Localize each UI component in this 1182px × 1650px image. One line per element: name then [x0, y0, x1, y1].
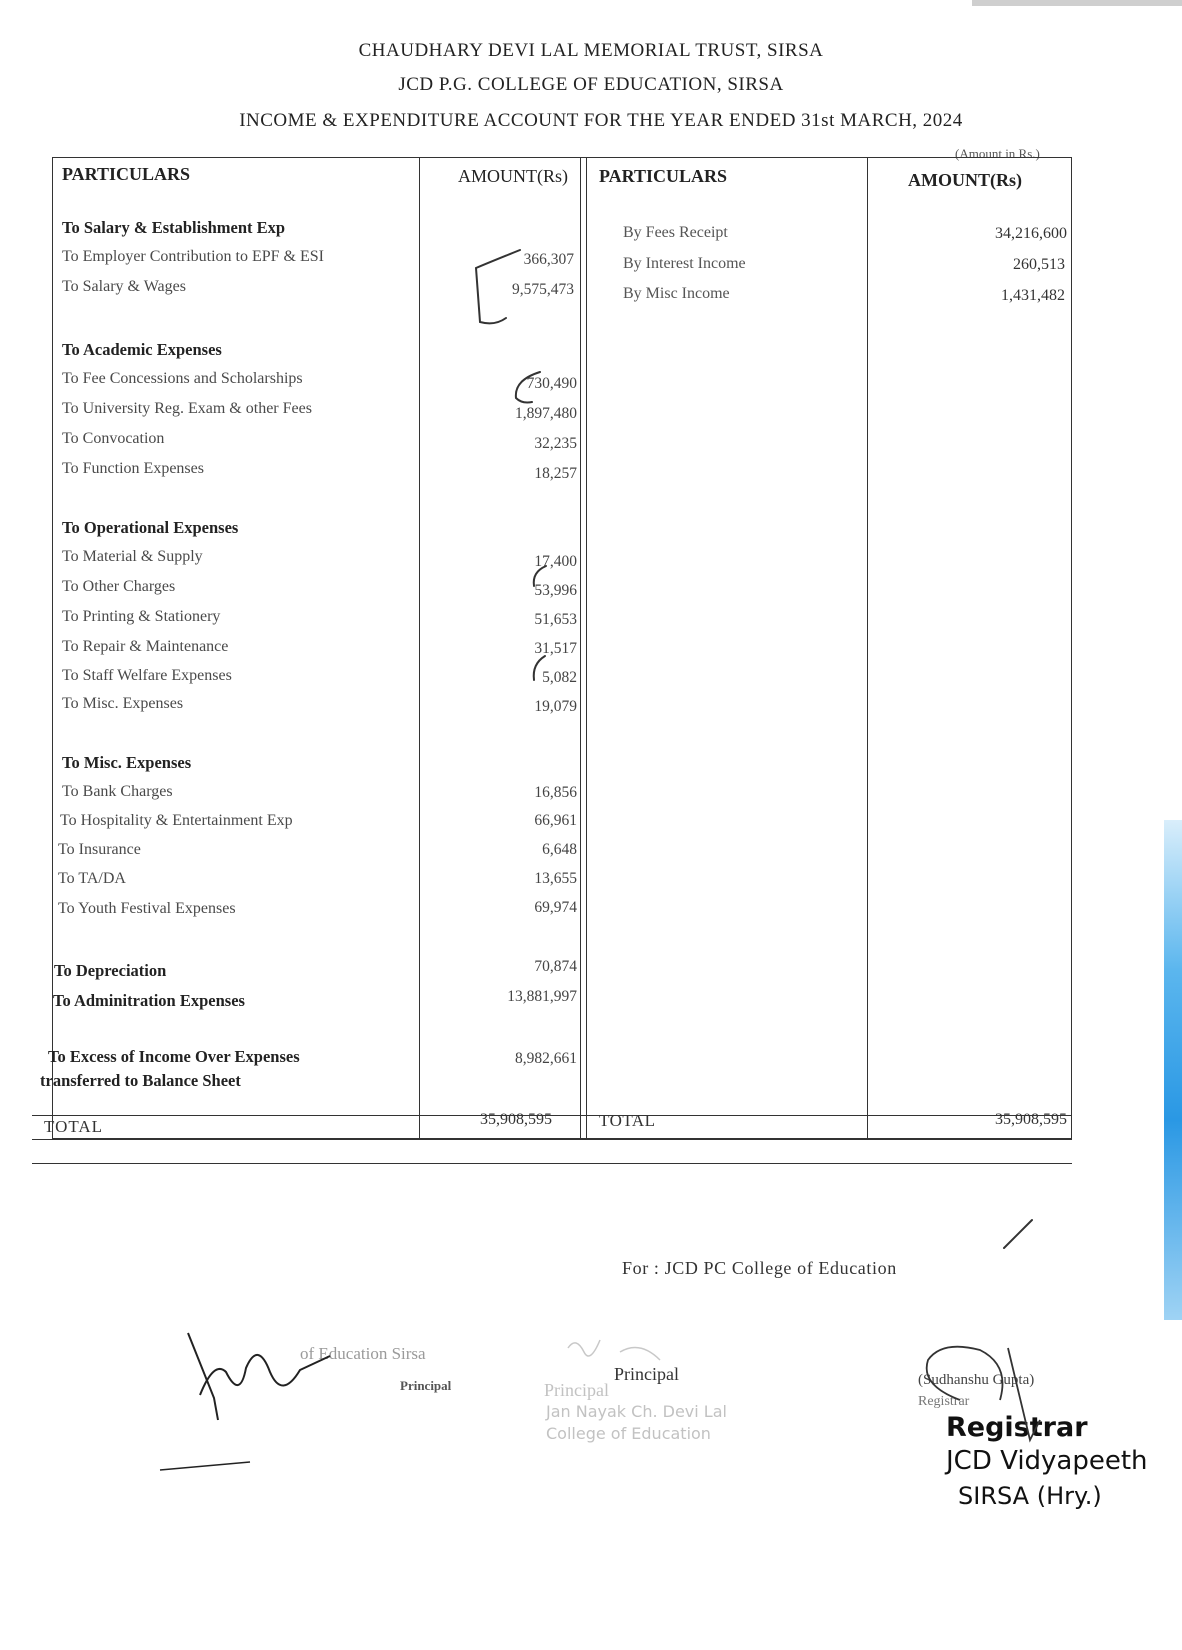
row-label-salary: To Salary & Wages [62, 278, 186, 295]
total-label-left: TOTAL [44, 1117, 104, 1136]
row-amount-other: 53,996 [534, 582, 577, 599]
row-label-university-fees: To University Reg. Exam & other Fees [62, 400, 312, 417]
column-divider [586, 157, 587, 1139]
trust-name: CHAUDHARY DEVI LAL MEMORIAL TRUST, SIRSA [358, 40, 824, 61]
row-label-youth: To Youth Festival Expenses [58, 900, 236, 917]
row-amount-university-fees: 1,897,480 [515, 405, 577, 422]
row-label-epf: To Employer Contribution to EPF & ESI [62, 248, 324, 265]
stroke-mark [1004, 1220, 1032, 1248]
amount-unit-note: (Amount in Rs.) [955, 146, 1040, 161]
row-label-other: To Other Charges [62, 578, 176, 595]
row-amount-depreciation: 70,874 [534, 958, 577, 975]
row-amount-administration: 13,881,997 [507, 988, 577, 1005]
principal-stamp-line3: College of Education [546, 1424, 711, 1443]
row-amount-material: 17,400 [534, 553, 577, 570]
total-divider [32, 1139, 1072, 1140]
column-divider [419, 157, 420, 1139]
row-label-printing: To Printing & Stationery [62, 608, 221, 625]
row-label-material: To Material & Supply [62, 548, 203, 565]
group-salary: To Salary & Establishment Exp [62, 218, 286, 237]
row-amount-epf: 366,307 [523, 251, 574, 268]
group-operational: To Operational Expenses [62, 518, 239, 537]
total-divider [32, 1115, 1072, 1116]
principal-stamp-line2: Jan Nayak Ch. Devi Lal [546, 1402, 727, 1421]
signature-principal-faint [568, 1340, 660, 1360]
total-amount-left: 35,908,595 [480, 1111, 552, 1128]
registrar-stamp-line1: Registrar [946, 1412, 1088, 1443]
group-academic: To Academic Expenses [62, 340, 222, 359]
row-label-fee-concessions: To Fee Concessions and Scholarships [62, 370, 303, 387]
header-amount-left: AMOUNT(Rs) [458, 166, 568, 186]
row-amount-misc-income: 1,431,482 [1001, 287, 1065, 304]
principal-label: Principal [614, 1364, 679, 1384]
row-amount-convocation: 32,235 [534, 435, 577, 452]
row-amount-excess: 8,982,661 [515, 1050, 577, 1067]
total-label-right: TOTAL [599, 1111, 656, 1130]
row-amount-youth: 69,974 [534, 899, 577, 916]
header-particulars-right: PARTICULARS [599, 166, 728, 186]
row-label-hospitality: To Hospitality & Entertainment Exp [60, 812, 293, 829]
row-label-bank: To Bank Charges [62, 783, 173, 800]
scan-background-strip [1164, 820, 1182, 1320]
row-label-fees-receipt: By Fees Receipt [623, 224, 728, 241]
row-label-tada: To TA/DA [58, 870, 126, 887]
row-amount-repair: 31,517 [534, 640, 577, 657]
row-label-welfare: To Staff Welfare Expenses [62, 667, 232, 684]
header-amount-right: AMOUNT(Rs) [908, 170, 1022, 190]
account-title: INCOME & EXPENDITURE ACCOUNT FOR THE YEAR ENDED 31st MARCH, 2024 [239, 110, 963, 131]
row-label-repair: To Repair & Maintenance [62, 638, 229, 655]
group-misc: To Misc. Expenses [62, 753, 192, 772]
row-amount-bank: 16,856 [534, 784, 577, 801]
row-label-excess-line1: To Excess of Income Over Expenses [48, 1047, 300, 1066]
table-bottom-line [32, 1163, 1072, 1164]
row-amount-printing: 51,653 [534, 611, 577, 628]
college-name: JCD P.G. COLLEGE OF EDUCATION, SIRSA [398, 74, 784, 95]
row-label-misc-income: By Misc Income [623, 285, 730, 302]
stamp-faint-text: of Education Sirsa [300, 1344, 426, 1363]
header-particulars-left: PARTICULARS [62, 164, 191, 184]
row-label-administration: To Adminitration Expenses [53, 991, 245, 1010]
row-amount-fees-receipt: 34,216,600 [995, 225, 1067, 242]
row-amount-misc-op: 19,079 [534, 698, 577, 715]
row-label-excess-line2: transferred to Balance Sheet [40, 1071, 241, 1090]
stamp-principal-text: Principal [400, 1378, 452, 1393]
row-label-insurance: To Insurance [58, 841, 141, 858]
row-amount-welfare: 5,082 [542, 669, 577, 686]
row-amount-insurance: 6,648 [542, 841, 577, 858]
registrar-role: Registrar [918, 1394, 970, 1409]
row-amount-interest-income: 260,513 [1013, 256, 1065, 273]
row-amount-fee-concessions: 730,490 [526, 375, 577, 392]
row-amount-tada: 13,655 [534, 870, 577, 887]
row-label-interest-income: By Interest Income [623, 255, 746, 272]
registrar-name: (Sudhanshu Gupta) [918, 1372, 1035, 1388]
row-label-function: To Function Expenses [62, 460, 204, 477]
column-divider [867, 157, 868, 1139]
column-divider [580, 157, 581, 1139]
row-amount-salary: 9,575,473 [512, 281, 574, 298]
row-label-misc-op: To Misc. Expenses [62, 695, 184, 712]
registrar-stamp-line3: SIRSA (Hry.) [958, 1482, 1102, 1510]
row-amount-hospitality: 66,961 [534, 812, 577, 829]
registrar-stamp-line2: JCD Vidyapeeth [946, 1446, 1148, 1476]
total-amount-right: 35,908,595 [995, 1111, 1067, 1128]
scan-edge-strip [972, 0, 1182, 6]
row-label-convocation: To Convocation [62, 430, 165, 447]
principal-stamp-line1: Principal [544, 1380, 609, 1400]
for-college-line: For : JCD PC College of Education [622, 1258, 897, 1278]
row-label-depreciation: To Depreciation [54, 961, 167, 980]
row-amount-function: 18,257 [534, 465, 577, 482]
